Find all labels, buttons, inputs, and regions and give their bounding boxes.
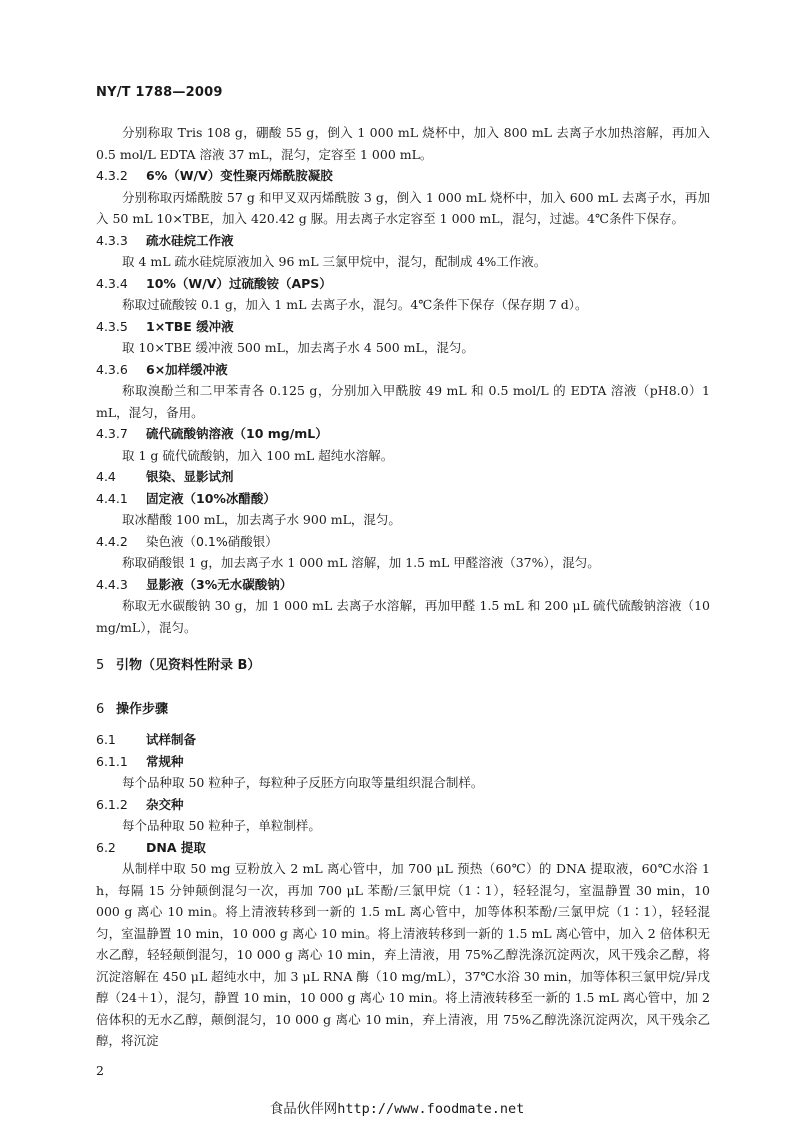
subsection-heading [96, 423, 710, 445]
subsection-heading [96, 359, 710, 381]
heading-title: 6%（W/V）变性聚丙烯酰胺凝胶 [146, 168, 333, 183]
subsection-heading [96, 230, 710, 252]
subsection-heading [96, 729, 710, 751]
heading-number: 6 [96, 701, 105, 717]
subsection-heading [96, 273, 710, 295]
heading-title: DNA 提取 [146, 839, 206, 855]
subsection-heading [96, 165, 710, 187]
subsection-heading [96, 488, 710, 510]
heading-number: 5 [96, 658, 105, 673]
section-heading [96, 655, 710, 677]
heading-title: 6×加样缓冲液 [146, 361, 228, 377]
subsection-heading [96, 466, 710, 488]
heading-title: 硫代硫酸钠溶液（10 mg/mL） [146, 426, 328, 441]
section-heading [96, 699, 710, 721]
heading-number: 4.4.2 [96, 533, 128, 549]
footer-url-link[interactable]: http://www.foodmate.net [337, 1101, 525, 1117]
paragraph: 取 4 mL 疏水硅烷原液加入 96 mL 三氯甲烷中，混匀，配制成 4%工作液。 [122, 254, 547, 269]
heading-number: 4.3.4 [96, 275, 128, 291]
heading-number: 4.3.6 [96, 361, 128, 377]
heading-title: 染色液（0.1%硝酸银） [146, 533, 278, 549]
page-number: 2 [96, 1063, 104, 1078]
subsection-heading [96, 316, 710, 338]
heading-title: 1×TBE 缓冲液 [146, 318, 234, 334]
paragraph: 分别称取 Tris 108 g，硼酸 55 g，倒入 1 000 mL 烧杯中，加入 800 mL 去离子水加热溶解，再加入 0.5 mol/L EDTA 溶液 37 mL，混匀，定容至 1 000 mL。 [96, 125, 710, 162]
subsection-heading [96, 531, 710, 553]
paragraph: 称取硝酸银 1 g，加去离子水 1 000 mL 溶解，加 1.5 mL 甲醛溶液（37%），混匀。 [122, 555, 600, 570]
paragraph: 取冰醋酸 100 mL，加去离子水 900 mL，混匀。 [122, 512, 401, 527]
subsection-heading [96, 751, 710, 773]
paragraph: 取 10×TBE 缓冲液 500 mL，加去离子水 4 500 mL，混匀。 [122, 340, 474, 355]
heading-title: 操作步骤 [116, 701, 169, 717]
heading-title: 杂交种 [146, 796, 184, 812]
heading-number: 6.1.2 [96, 796, 128, 812]
heading-title: 试样制备 [146, 732, 197, 747]
subsection-heading [96, 794, 710, 816]
heading-number: 4.3.5 [96, 318, 128, 334]
heading-number: 4.4 [96, 469, 116, 484]
footer-site-name: 食品伙伴网 [269, 1101, 338, 1117]
paragraph: 称取过硫酸铵 0.1 g，加入 1 mL 去离子水，混匀。4℃条件下保存（保存期 7 d）。 [122, 297, 588, 312]
heading-number: 4.4.1 [96, 490, 128, 506]
paragraph: 每个品种取 50 粒种子，单粒制样。 [122, 818, 321, 833]
heading-number: 4.4.3 [96, 576, 128, 592]
heading-title: 银染、显影试剂 [146, 469, 234, 484]
subsection-heading [96, 837, 710, 859]
paragraph: 从制样中取 50 mg 豆粉放入 2 mL 离心管中，加 700 μL 预热（60℃）的 DNA 提取液，60℃水浴 1 h，每隔 15 分钟颠倒混匀一次，再加 700 μL 苯酚/三氯甲烷（1∶1），轻轻混匀，室温静置 30 min，10 000 g 离心 10 min。将上清液转移到一新的 1.5 mL 离心管中，加等体积苯酚/三氯甲烷（1∶1），轻轻混匀，室温静置 10 min，10 000 g 离心 10 min。将上清液转移到一新的 1.5 mL 离心管中，加入 2 倍体积无水乙醇，轻轻颠倒混匀，10 000 g 离心 10 min，弃上清液，用 75%乙醇洗涤沉淀两次，风干残余乙醇，将沉淀溶解在 450 μL 超纯水中，加 3 μL RNA 酶（10 mg/mL），37℃水浴 30 min，加等体积三氯甲烷/异戊醇（24＋1），混匀，静置 10 min，10 000 g 离心 10 min。将上清液转移至一新的 1.5 mL 离心管中，加 2 倍体积的无水乙醇，颠倒混匀，10 000 g 离心 10 min，弃上清液，用 75%乙醇洗涤沉淀两次，风干残余乙醇，将沉淀 [96, 861, 710, 1048]
standard-header: NY/T 1788—2009 [96, 85, 223, 100]
paragraph: 称取无水碳酸钠 30 g，加 1 000 mL 去离子水溶解，再加甲醛 1.5 mL 和 200 μL 硫代硫酸钠溶液（10 mg/mL），混匀。 [96, 598, 710, 635]
document-body [96, 122, 710, 1052]
heading-number: 4.3.2 [96, 168, 128, 183]
heading-title: 10%（W/V）过硫酸铵（APS） [146, 275, 332, 291]
paragraph: 每个品种取 50 粒种子，每粒种子反胚方向取等量组织混合制样。 [122, 775, 484, 790]
heading-number: 4.3.3 [96, 232, 128, 248]
paragraph: 取 1 g 硫代硫酸钠，加入 100 mL 超纯水溶解。 [122, 447, 394, 463]
heading-number: 4.3.7 [96, 426, 128, 441]
heading-number: 6.1.1 [96, 753, 128, 769]
paragraph: 分别称取丙烯酰胺 57 g 和甲叉双丙烯酰胺 3 g，倒入 1 000 mL 烧杯中，加入 600 mL 去离子水，再加入 50 mL 10×TBE，加入 420.42 g 脲。用去离子水定容至 1 000 mL，混匀，过滤。4℃条件下保存。 [96, 189, 710, 226]
heading-title: 疏水硅烷工作液 [146, 232, 234, 248]
subsection-heading [96, 574, 710, 596]
heading-title: 显影液（3%无水碳酸钠） [146, 576, 293, 592]
heading-number: 6.1 [96, 732, 116, 747]
heading-title: 引物（见资料性附录 B） [116, 658, 261, 673]
heading-title: 常规种 [146, 753, 184, 769]
heading-number: 6.2 [96, 839, 116, 855]
paragraph: 称取溴酚兰和二甲苯青各 0.125 g，分别加入甲酰胺 49 mL 和 0.5 mol/L 的 EDTA 溶液（pH8.0）1 mL，混匀，备用。 [96, 383, 710, 420]
watermark-footer[interactable] [0, 1097, 794, 1117]
heading-title: 固定液（10%冰醋酸） [146, 490, 276, 506]
